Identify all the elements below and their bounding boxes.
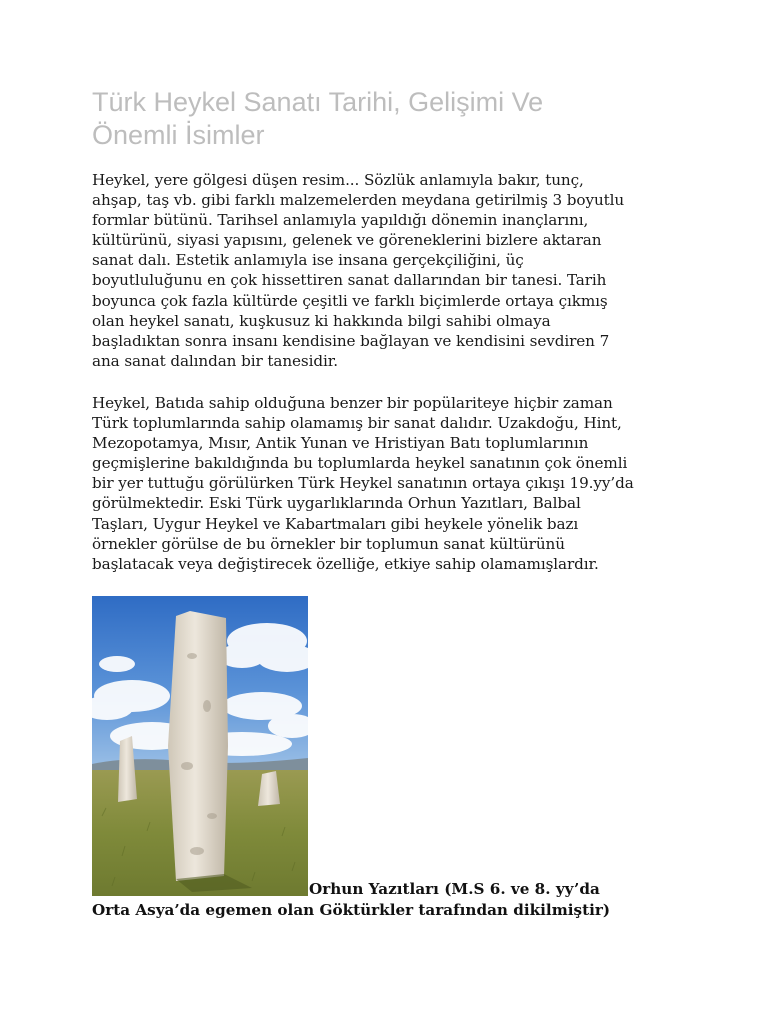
text-line: Taşları, Uygur Heykel ve Kabartmaları gibi heykele yönelik bazı — [92, 514, 579, 533]
text-line: ahşap, taş vb. gibi farklı malzemelerden meydana getirilmiş 3 boyutlu — [92, 191, 625, 210]
text-line: Türk toplumlarında sahip olamamış bir sanat dalıdır. Uzakdoğu, Hint, — [92, 414, 622, 433]
text-line: geçmişlerine bakıldığında bu toplumlarda heykel sanatının çok önemli — [92, 454, 628, 473]
text-line: görülmektedir. Eski Türk uygarlıklarında Orhun Yazıtları, Balbal — [92, 494, 581, 513]
title-line-1: Türk Heykel Sanatı Tarihi, Gelişimi Ve — [92, 87, 544, 117]
text-line: Mezopotamya, Mısır, Antik Yunan ve Hristiyan Batı toplumlarının — [92, 434, 589, 453]
paragraph-intro — [92, 170, 688, 371]
text-line: Heykel, yere gölgesi düşen resim... Sözlük anlamıyla bakır, tunç, — [92, 171, 584, 189]
stone-main — [168, 611, 228, 881]
text-line: kültürünü, siyasi yapısını, gelenek ve göreneklerini bizlere aktaran — [92, 231, 602, 250]
text-line: formlar bütünü. Tarihsel anlamıyla yapıldığı dönemin inançlarını, — [92, 211, 589, 230]
text-line: bir yer tuttuğu görülürken Türk Heykel sanatının ortaya çıkışı 19.yy’da — [92, 474, 634, 493]
text-line: boyunca çok fazla kültürde çeşitli ve farklı biçimlerde ortaya çıkmış — [92, 291, 608, 310]
text-line: olan heykel sanatı, kuşkusuz ki hakkında bilgi sahibi olmaya — [92, 311, 551, 330]
photo-caption-line-2: Orta Asya’da egemen olan Göktürkler tarafından dikilmiştir) — [92, 901, 611, 919]
text-line: ana sanat dalından bir tanesidir. — [92, 351, 338, 370]
text-line: başlatacak veya değiştirecek özelliğe, etkiye sahip olamamışlardır. — [92, 554, 599, 573]
text-line: sanat dalı. Estetik anlamıyla ise insana gerçekçiliğini, üç — [92, 251, 524, 270]
title-line-2: Önemli İsimler — [92, 120, 265, 150]
text-line: başladıktan sonra insanı kendisine bağlayan ve kendisini sevdiren 7 — [92, 331, 610, 350]
orkhon-inscriptions-photo — [92, 596, 308, 896]
text-line: örnekler görülse de bu örnekler bir toplumun sanat kültürünü — [92, 534, 565, 553]
text-line: Heykel, Batıda sahip olduğuna benzer bir popülariteye hiçbir zaman — [92, 394, 613, 412]
page-title — [92, 86, 692, 152]
photo-caption-line-1: Orhun Yazıtları (M.S 6. ve 8. yy’da — [309, 880, 600, 898]
paragraph-history — [92, 393, 688, 574]
text-line: boyutluluğunu en çok hissettiren sanat dallarından bir tanesi. Tarih — [92, 271, 607, 290]
photo-illustration — [92, 596, 308, 896]
